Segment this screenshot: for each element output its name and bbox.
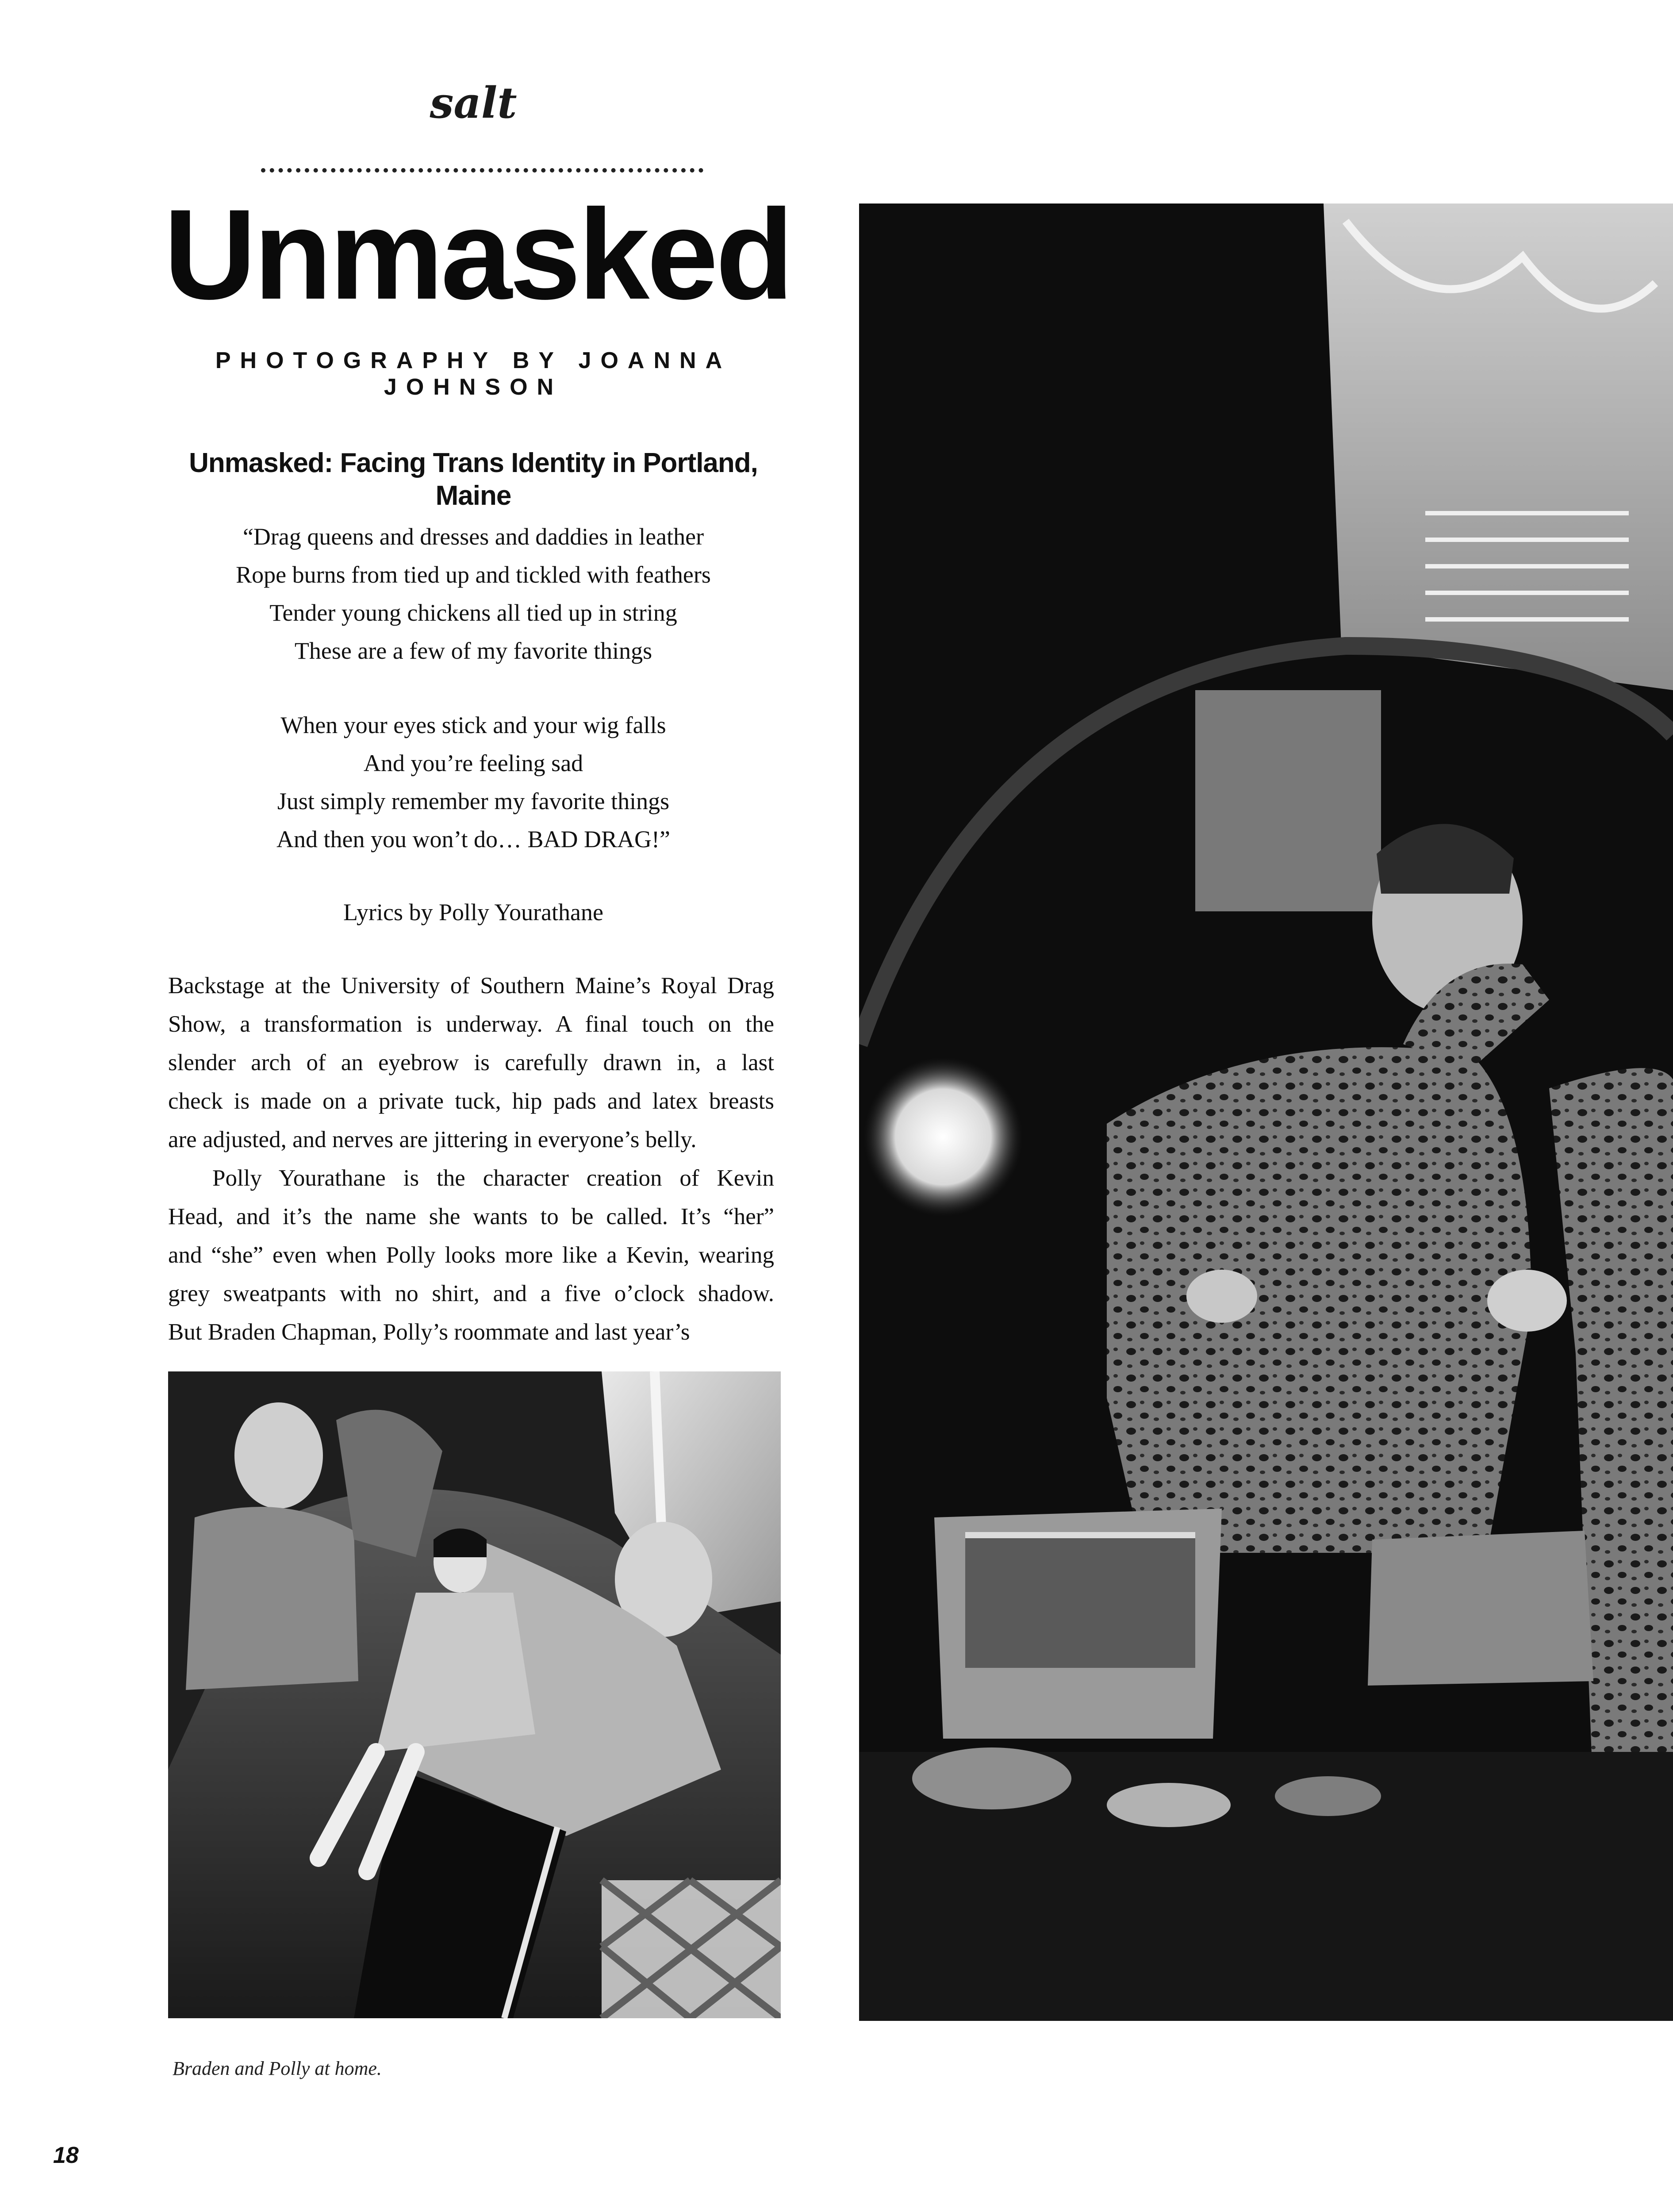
dotted-divider (261, 168, 703, 181)
body-line: slender arch of an eyebrow is carefully drawn in, a last (168, 1050, 774, 1075)
poem (168, 518, 779, 858)
photo-couch (168, 1371, 781, 2018)
article-body (168, 967, 774, 1352)
body-line: But Braden Chapman, Polly’s roommate and last year’s (168, 1319, 690, 1345)
body-line: Show, a transformation is underway. A final touch on the (168, 1011, 774, 1037)
section-label: salt (430, 78, 517, 128)
photo-caption: Braden and Polly at home. (173, 2058, 382, 2079)
body-line: check is made on a private tuck, hip pads and latex breasts (168, 1088, 774, 1114)
poem-line: These are a few of my favorite things (294, 637, 652, 664)
photo-makeup-mirror (859, 204, 1673, 2021)
body-line: and “she” even when Polly looks more like a Kevin, wearing (168, 1242, 774, 1268)
body-line: grey sweatpants with no shirt, and a five o’clock shadow. (168, 1281, 774, 1306)
photo-byline: PHOTOGRAPHY BY JOANNA JOHNSON (215, 348, 732, 400)
poem-line: “Drag queens and dresses and daddies in leather (242, 523, 704, 550)
stanza-gap (168, 670, 779, 706)
lyrics-credit: Lyrics by Polly Yourathane (343, 899, 603, 926)
body-line: Backstage at the University of Southern Maine’s Royal Drag (168, 973, 774, 998)
poem-line: Just simply remember my favorite things (277, 788, 670, 814)
body-line: Polly Yourathane is the character creation of Kevin (212, 1165, 774, 1191)
page-number: 18 (53, 2143, 79, 2168)
poem-line: Tender young chickens all tied up in string (269, 599, 677, 626)
body-line: are adjusted, and nerves are jittering in everyone’s belly. (168, 1127, 697, 1152)
poem-line: When your eyes stick and your wig falls (280, 712, 666, 738)
poem-line: And then you won’t do… BAD DRAG!” (276, 826, 670, 853)
article-title: Unmasked (164, 183, 791, 326)
poem-line: And you’re feeling sad (363, 750, 583, 776)
poem-line: Rope burns from tied up and tickled with feathers (236, 561, 711, 588)
article-subhead: Unmasked: Facing Trans Identity in Portland, Maine (189, 448, 758, 511)
body-line: Head, and it’s the name she wants to be called. It’s “her” (168, 1204, 774, 1229)
